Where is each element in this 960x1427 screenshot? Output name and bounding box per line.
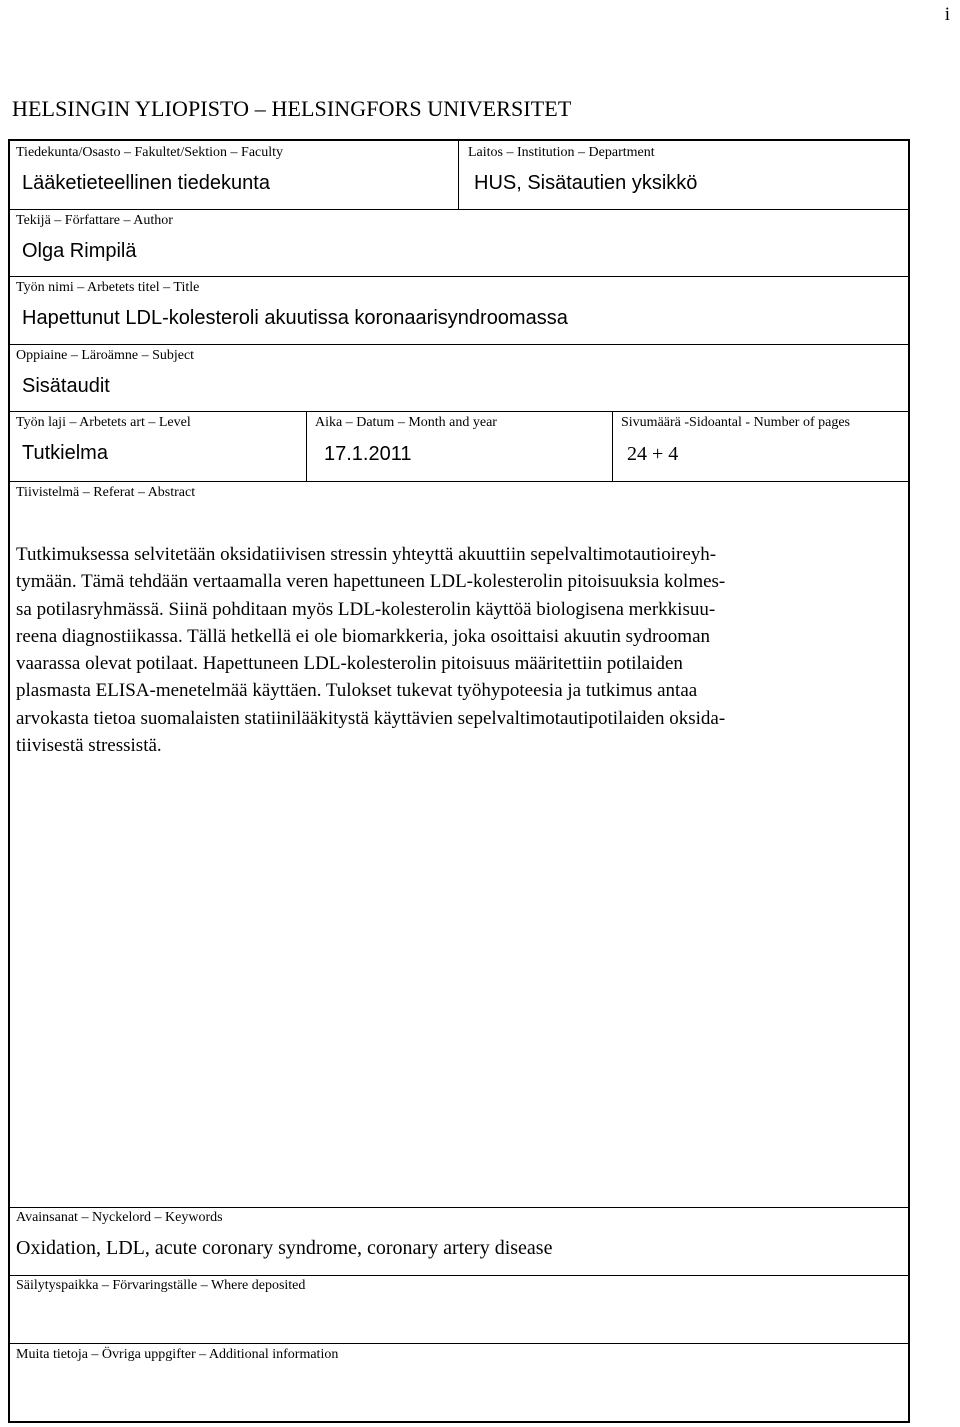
abstract-label: Tiivistelmä – Referat – Abstract: [16, 485, 196, 500]
faculty-label: Tiedekunta/Osasto – Fakultet/Sektion – Faculty: [16, 145, 284, 160]
deposited-label: Säilytyspaikka – Förvaringställe – Where deposited: [16, 1278, 306, 1293]
author-value: Olga Rimpilä: [22, 240, 137, 262]
pages-value: 24 + 4: [627, 443, 679, 465]
page-number: i: [944, 4, 950, 25]
abstract-line: sa potilasryhmässä. Siinä pohditaan myös LDL-kolesterolin käyttöä biologisena merkkisuu-: [16, 598, 716, 620]
divider: [10, 1275, 908, 1276]
subject-value: Sisätaudit: [22, 375, 110, 397]
divider: [10, 1343, 908, 1344]
abstract-line: plasmasta ELISA-menetelmää käyttäen. Tulokset tukevat työhypoteesia ja tutkimus antaa: [16, 680, 698, 702]
department-label: Laitos – Institution – Department: [468, 145, 655, 160]
divider: [458, 141, 459, 209]
divider: [10, 209, 908, 210]
subject-label: Oppiaine – Läroämne – Subject: [16, 348, 195, 363]
divider: [10, 411, 908, 412]
abstract-line: tiivisestä stressistä.: [16, 735, 162, 757]
divider: [612, 411, 613, 481]
abstract-line: tymään. Tämä tehdään vertaamalla veren hapettuneen LDL-kolesterolin pitoisuuksia kolmes-: [16, 571, 726, 593]
pages-label: Sivumäärä -Sidoantal - Number of pages: [621, 415, 850, 430]
keywords-value: Oxidation, LDL, acute coronary syndrome, coronary artery disease: [16, 1237, 553, 1259]
divider: [10, 1207, 908, 1208]
university-header: HELSINGIN YLIOPISTO – HELSINGFORS UNIVERSITET: [12, 96, 572, 121]
keywords-label: Avainsanat – Nyckelord – Keywords: [16, 1210, 223, 1225]
date-value: 17.1.2011: [324, 443, 412, 465]
date-label: Aika – Datum – Month and year: [315, 415, 497, 430]
thesis-abstract-form: [8, 139, 910, 1423]
abstract-line: vaarassa olevat potilaat. Hapettuneen LDL-kolesterolin pitoisuus määritettiin potilaiden: [16, 653, 683, 675]
abstract-line: reena diagnostiikassa. Tällä hetkellä ei ole biomarkkeria, joka osoittaisi akuutin sydrooman: [16, 625, 711, 647]
divider: [10, 344, 908, 345]
divider: [10, 276, 908, 277]
title-label: Työn nimi – Arbetets titel – Title: [16, 280, 200, 295]
title-value: Hapettunut LDL-kolesteroli akuutissa koronaarisyndroomassa: [22, 307, 568, 329]
faculty-value: Lääketieteellinen tiedekunta: [22, 172, 270, 194]
abstract-line: Tutkimuksessa selvitetään oksidatiivisen stressin yhteyttä akuuttiin sepelvaltimotautioireyh-: [16, 544, 717, 565]
level-value: Tutkielma: [22, 442, 108, 464]
additional-label: Muita tietoja – Övriga uppgifter – Additional information: [16, 1347, 339, 1362]
abstract-text: [16, 541, 896, 759]
abstract-line: arvokasta tietoa suomalaisten statiinilääkitystä käyttävien sepelvaltimotautipotilaiden oksida-: [16, 707, 726, 729]
divider: [10, 481, 908, 482]
divider: [306, 411, 307, 481]
level-label: Työn laji – Arbetets art – Level: [16, 415, 191, 430]
author-label: Tekijä – Författare – Author: [16, 213, 173, 228]
department-value: HUS, Sisätautien yksikkö: [474, 172, 698, 194]
